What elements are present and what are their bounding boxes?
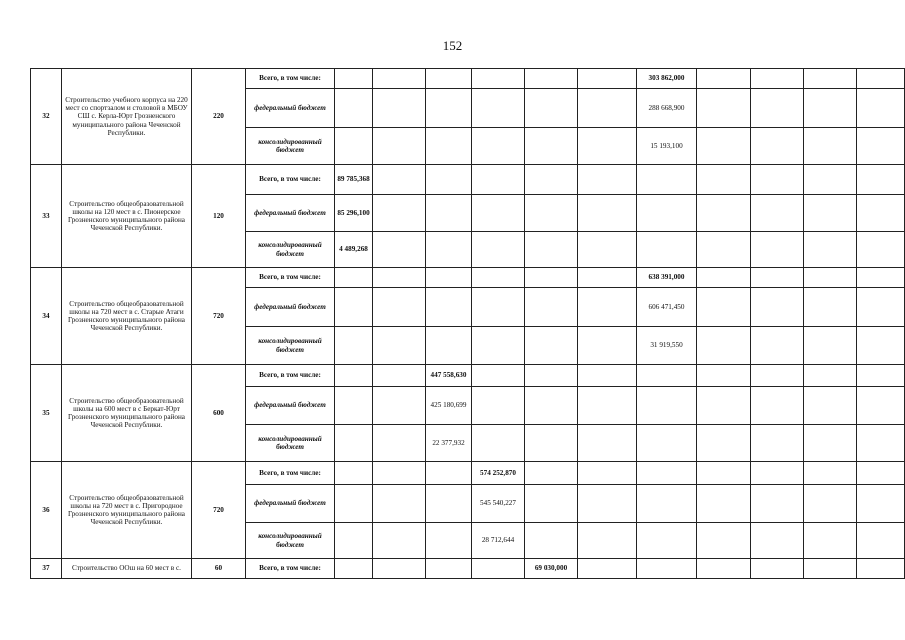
capacity: 600	[192, 365, 246, 462]
amount-cell: 69 030,000	[525, 559, 578, 579]
capacity: 220	[192, 69, 246, 165]
amount-cell: 574 252,870	[472, 462, 525, 485]
amount-cell: 85 296,100	[335, 195, 373, 232]
budget-label: федеральный бюджет	[246, 195, 335, 232]
budget-label: Всего, в том числе:	[246, 69, 335, 89]
project-description: Строительство общеобразовательной школы на 120 мест в с. Пионерское Грозненского муниципального района Чеченской Республики.	[62, 165, 192, 268]
row-number: 32	[31, 69, 62, 165]
budget-table	[30, 68, 905, 579]
row-number: 37	[31, 559, 62, 579]
budget-label: консолидированный бюджет	[246, 128, 335, 165]
project-description: Строительство общеобразовательной школы на 600 мест в с Беркат-Юрт Грозненского муниципального района Чеченской Республики.	[62, 365, 192, 462]
table-row	[31, 69, 905, 89]
capacity: 720	[192, 268, 246, 365]
table-row	[31, 462, 905, 485]
amount-cell: 89 785,368	[335, 165, 373, 195]
amount-cell: 31 919,550	[637, 327, 697, 365]
budget-label: федеральный бюджет	[246, 89, 335, 128]
row-number: 36	[31, 462, 62, 559]
row-number: 34	[31, 268, 62, 365]
table-row	[31, 268, 905, 288]
budget-label: федеральный бюджет	[246, 288, 335, 327]
amount-cell: 606 471,450	[637, 288, 697, 327]
budget-label: консолидированный бюджет	[246, 523, 335, 559]
budget-label: консолидированный бюджет	[246, 327, 335, 365]
amount-cell: 545 540,227	[472, 485, 525, 523]
project-description: Строительство общеобразовательной школы на 720 мест в с. Пригородное Грозненского муниципального района Чеченской Республики.	[62, 462, 192, 559]
amount-cell: 15 193,100	[637, 128, 697, 165]
project-description: Строительство учебного корпуса на 220 мест со спортзалом и столовой в МБОУ СШ с. Керла-Юрт Грозненского муниципального района Чеченской Республики.	[62, 69, 192, 165]
budget-label: Всего, в том числе:	[246, 559, 335, 579]
amount-cell: 288 668,900	[637, 89, 697, 128]
amount-cell: 638 391,000	[637, 268, 697, 288]
capacity: 720	[192, 462, 246, 559]
budget-label: Всего, в том числе:	[246, 268, 335, 288]
project-description: Строительство общеобразовательной школы на 720 мест в с. Старые Атаги Грозненского муниципального района Чеченской Республики.	[62, 268, 192, 365]
amount-cell: 447 558,630	[426, 365, 472, 387]
budget-label: федеральный бюджет	[246, 485, 335, 523]
table-row	[31, 165, 905, 195]
budget-label: Всего, в том числе:	[246, 365, 335, 387]
page-number: 152	[442, 38, 463, 53]
amount-cell: 28 712,644	[472, 523, 525, 559]
table-row	[31, 559, 905, 579]
amount-cell: 303 862,000	[637, 69, 697, 89]
capacity: 120	[192, 165, 246, 268]
project-description: Строительство ООш на 60 мест в с.	[62, 559, 192, 579]
row-number: 35	[31, 365, 62, 462]
budget-label: Всего, в том числе:	[246, 165, 335, 195]
amount-cell: 22 377,932	[426, 425, 472, 462]
table-row	[31, 365, 905, 387]
row-number: 33	[31, 165, 62, 268]
budget-label: консолидированный бюджет	[246, 232, 335, 268]
amount-cell: 4 489,268	[335, 232, 373, 268]
budget-label: федеральный бюджет	[246, 387, 335, 425]
budget-label: Всего, в том числе:	[246, 462, 335, 485]
capacity: 60	[192, 559, 246, 579]
budget-label: консолидированный бюджет	[246, 425, 335, 462]
amount-cell: 425 180,699	[426, 387, 472, 425]
